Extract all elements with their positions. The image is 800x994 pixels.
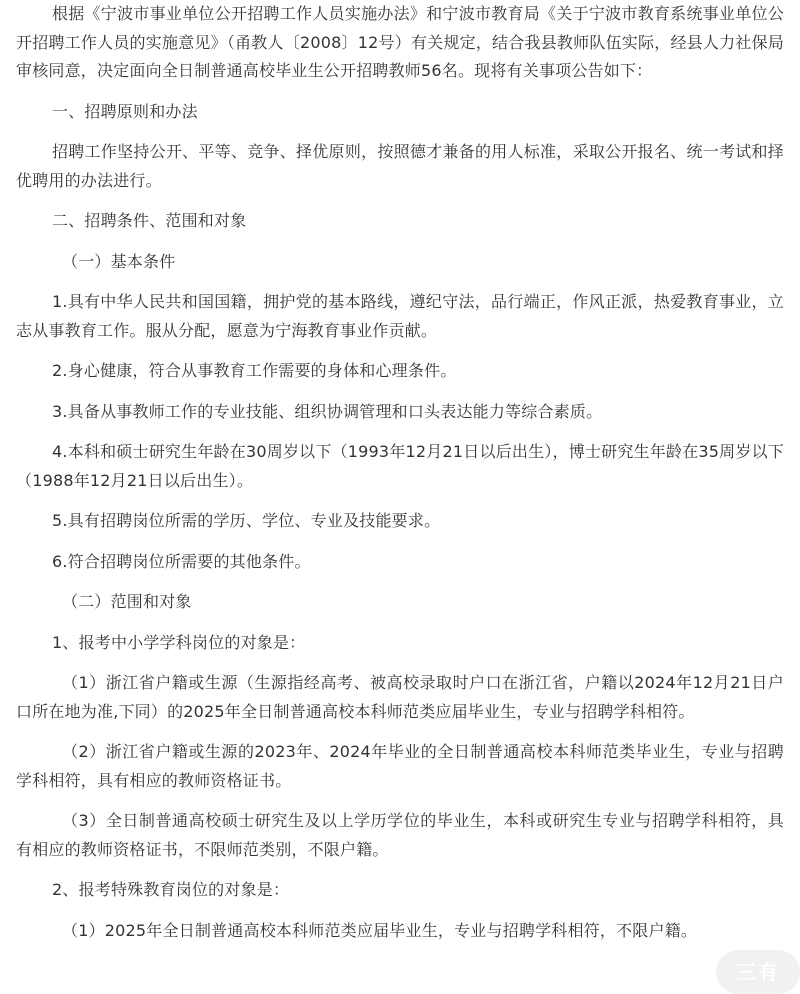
subsection-heading-scope: （二）范围和对象 bbox=[62, 592, 192, 611]
subsection-heading-basic: （一）基本条件 bbox=[62, 251, 176, 271]
scope-subitem-2: （2）浙江省户籍或生源的2023年、2024年毕业的全日制普通高校本科师范类毕业生，专业与招聘学科相符，具有相应的教师资格证书。 bbox=[16, 742, 784, 790]
condition-item-1: 1.具有中华人民共和国国籍，拥护党的基本路线，遵纪守法，品行端正，作风正派，热爱教育事业，立志从事教育工作。服从分配，愿意为宁海教育事业作贡献。 bbox=[16, 292, 784, 340]
scope-subitem-3: （3）全日制普通高校硕士研究生及以上学历学位的毕业生，本科或研究生专业与招聘学科相符，具有相应的教师资格证书，不限师范类别，不限户籍。 bbox=[16, 811, 784, 859]
intro-paragraph: 根据《宁波市事业单位公开招聘工作人员实施办法》和宁波市教育局《关于宁波市教育系统事业单位公开招聘工作人员的实施意见》（甬教人〔2008〕12号）有关规定，结合我县教师队伍实际，经县人力社保局审核同意，决定面向全日制普通高校毕业生公开招聘教师56名。现将有关事项公告如下： bbox=[16, 4, 784, 80]
scope-item-2: 2、报考特殊教育岗位的对象是： bbox=[52, 880, 290, 899]
condition-item-2: 2.身心健康，符合从事教育工作需要的身体和心理条件。 bbox=[52, 361, 457, 380]
scope-subitem-1: （1）浙江省户籍或生源（生源指经高考、被高校录取时户口在浙江省，户籍以2024年12月21日户口所在地为准,下同）的2025年全日制普通高校本科师范类应届毕业生，专业与招聘学科相符。 bbox=[16, 673, 784, 721]
condition-item-5: 5.具有招聘岗位所需的学历、学位、专业及技能要求。 bbox=[52, 511, 441, 530]
principle-paragraph: 招聘工作坚持公开、平等、竞争、择优原则，按照德才兼备的用人标准，采取公开报名、统一考试和择优聘用的办法进行。 bbox=[16, 142, 784, 190]
section-heading-1: 一、招聘原则和办法 bbox=[52, 101, 198, 121]
site-watermark bbox=[716, 950, 800, 994]
article-body bbox=[16, 0, 784, 945]
condition-item-6: 6.符合招聘岗位所需要的其他条件。 bbox=[52, 551, 311, 571]
watermark-text: 三有 bbox=[736, 960, 780, 984]
section-heading-2: 二、招聘条件、范围和对象 bbox=[52, 211, 247, 230]
special-edu-subitem-1: （1）2025年全日制普通高校本科师范类应届毕业生，专业与招聘学科相符，不限户籍。 bbox=[62, 920, 698, 940]
condition-item-4: 4.本科和硕士研究生年龄在30周岁以下（1993年12月21日以后出生），博士研究生年龄在35周岁以下（1988年12月21日以后出生）。 bbox=[16, 442, 784, 490]
condition-item-3: 3.具备从事教师工作的专业技能、组织协调管理和口头表达能力等综合素质。 bbox=[52, 401, 603, 421]
scope-item-1: 1、报考中小学学科岗位的对象是： bbox=[52, 632, 306, 652]
